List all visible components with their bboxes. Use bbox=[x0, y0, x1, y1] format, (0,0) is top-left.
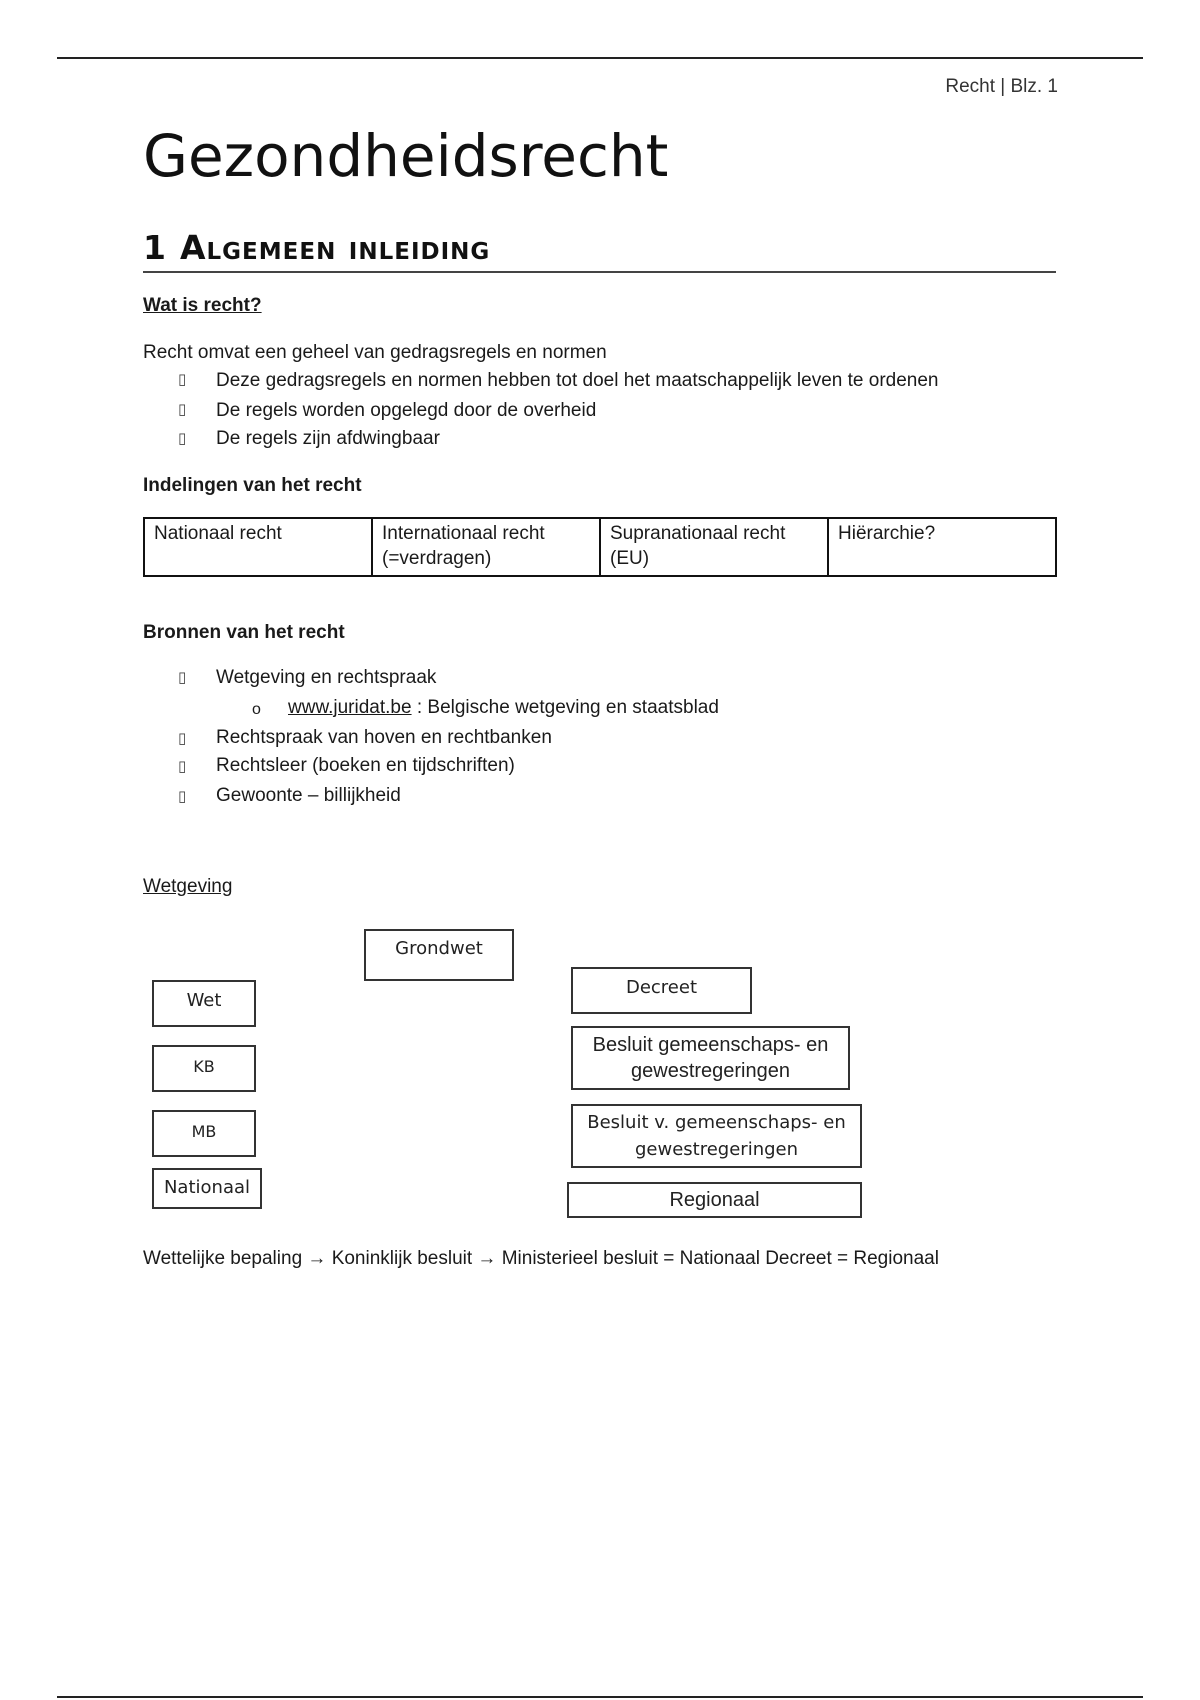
besluit-box: Besluit gemeenschaps- en gewestregeringen bbox=[571, 1026, 850, 1090]
bullet-icon: ▯ bbox=[178, 669, 187, 686]
table-row bbox=[144, 518, 1056, 576]
indelingen-table bbox=[143, 517, 1057, 577]
chapter-number: 1 bbox=[143, 228, 166, 267]
list-item bbox=[288, 696, 719, 720]
bullet-icon: ▯ bbox=[178, 758, 187, 775]
list-item: De regels zijn afdwingbaar bbox=[216, 428, 440, 449]
decreet-box: Decreet bbox=[571, 967, 752, 1014]
bullet-icon: ▯ bbox=[178, 401, 187, 418]
section-heading-wat-is-recht: Wat is recht? bbox=[143, 295, 262, 316]
juridat-link[interactable]: www.juridat.be bbox=[288, 697, 412, 718]
list-item: Wetgeving en rechtspraak bbox=[216, 667, 437, 688]
bullet-icon: ▯ bbox=[178, 788, 187, 805]
regionaal-box: Regionaal bbox=[567, 1182, 862, 1218]
bottom-rule bbox=[57, 1696, 1143, 1698]
nationaal-box: Nationaal bbox=[152, 1168, 262, 1209]
list-item: Deze gedragsregels en normen hebben tot doel het maatschappelijk leven te ordenen bbox=[216, 370, 939, 391]
chapter-heading bbox=[143, 228, 1056, 273]
bullet-icon: ▯ bbox=[178, 730, 187, 747]
bullet-icon: ▯ bbox=[178, 430, 187, 447]
chapter-title: Algemeen inleiding bbox=[179, 228, 491, 267]
wet-box: Wet bbox=[152, 980, 256, 1027]
section-heading-bronnen: Bronnen van het recht bbox=[143, 622, 345, 643]
sub-item-text: : Belgische wetgeving en staatsblad bbox=[416, 697, 719, 718]
top-rule bbox=[57, 57, 1143, 59]
section-heading-wetgeving: Wetgeving bbox=[143, 876, 233, 897]
kb-box: KB bbox=[152, 1045, 256, 1092]
running-head: Recht | Blz. 1 bbox=[945, 76, 1058, 97]
paragraph-intro: Recht omvat een geheel van gedragsregels en normen bbox=[143, 342, 607, 363]
table-cell: Supranationaal recht (EU) bbox=[600, 518, 828, 576]
mb-box: MB bbox=[152, 1110, 256, 1157]
bullet-icon: ▯ bbox=[178, 371, 187, 388]
table-cell: Hiërarchie? bbox=[828, 518, 1056, 576]
besluit-v-box: Besluit v. gemeenschaps- en gewestregeringen bbox=[571, 1104, 862, 1168]
table-cell: Internationaal recht (=verdragen) bbox=[372, 518, 600, 576]
section-heading-indelingen: Indelingen van het recht bbox=[143, 475, 362, 496]
list-item: Rechtsleer (boeken en tijdschriften) bbox=[216, 755, 515, 776]
sub-bullet-marker: o bbox=[252, 701, 261, 718]
list-item: Gewoonte – billijkheid bbox=[216, 785, 401, 806]
table-cell: Nationaal recht bbox=[144, 518, 372, 576]
wetgeving-summary: Wettelijke bepaling → Koninklijk besluit → Ministerieel besluit = Nationaal Decreet = Regionaal bbox=[143, 1248, 939, 1269]
list-item: De regels worden opgelegd door de overheid bbox=[216, 400, 597, 421]
list-item: Rechtspraak van hoven en rechtbanken bbox=[216, 727, 552, 748]
page-title: Gezondheidsrecht bbox=[143, 122, 669, 190]
grondwet-box: Grondwet bbox=[364, 929, 514, 981]
